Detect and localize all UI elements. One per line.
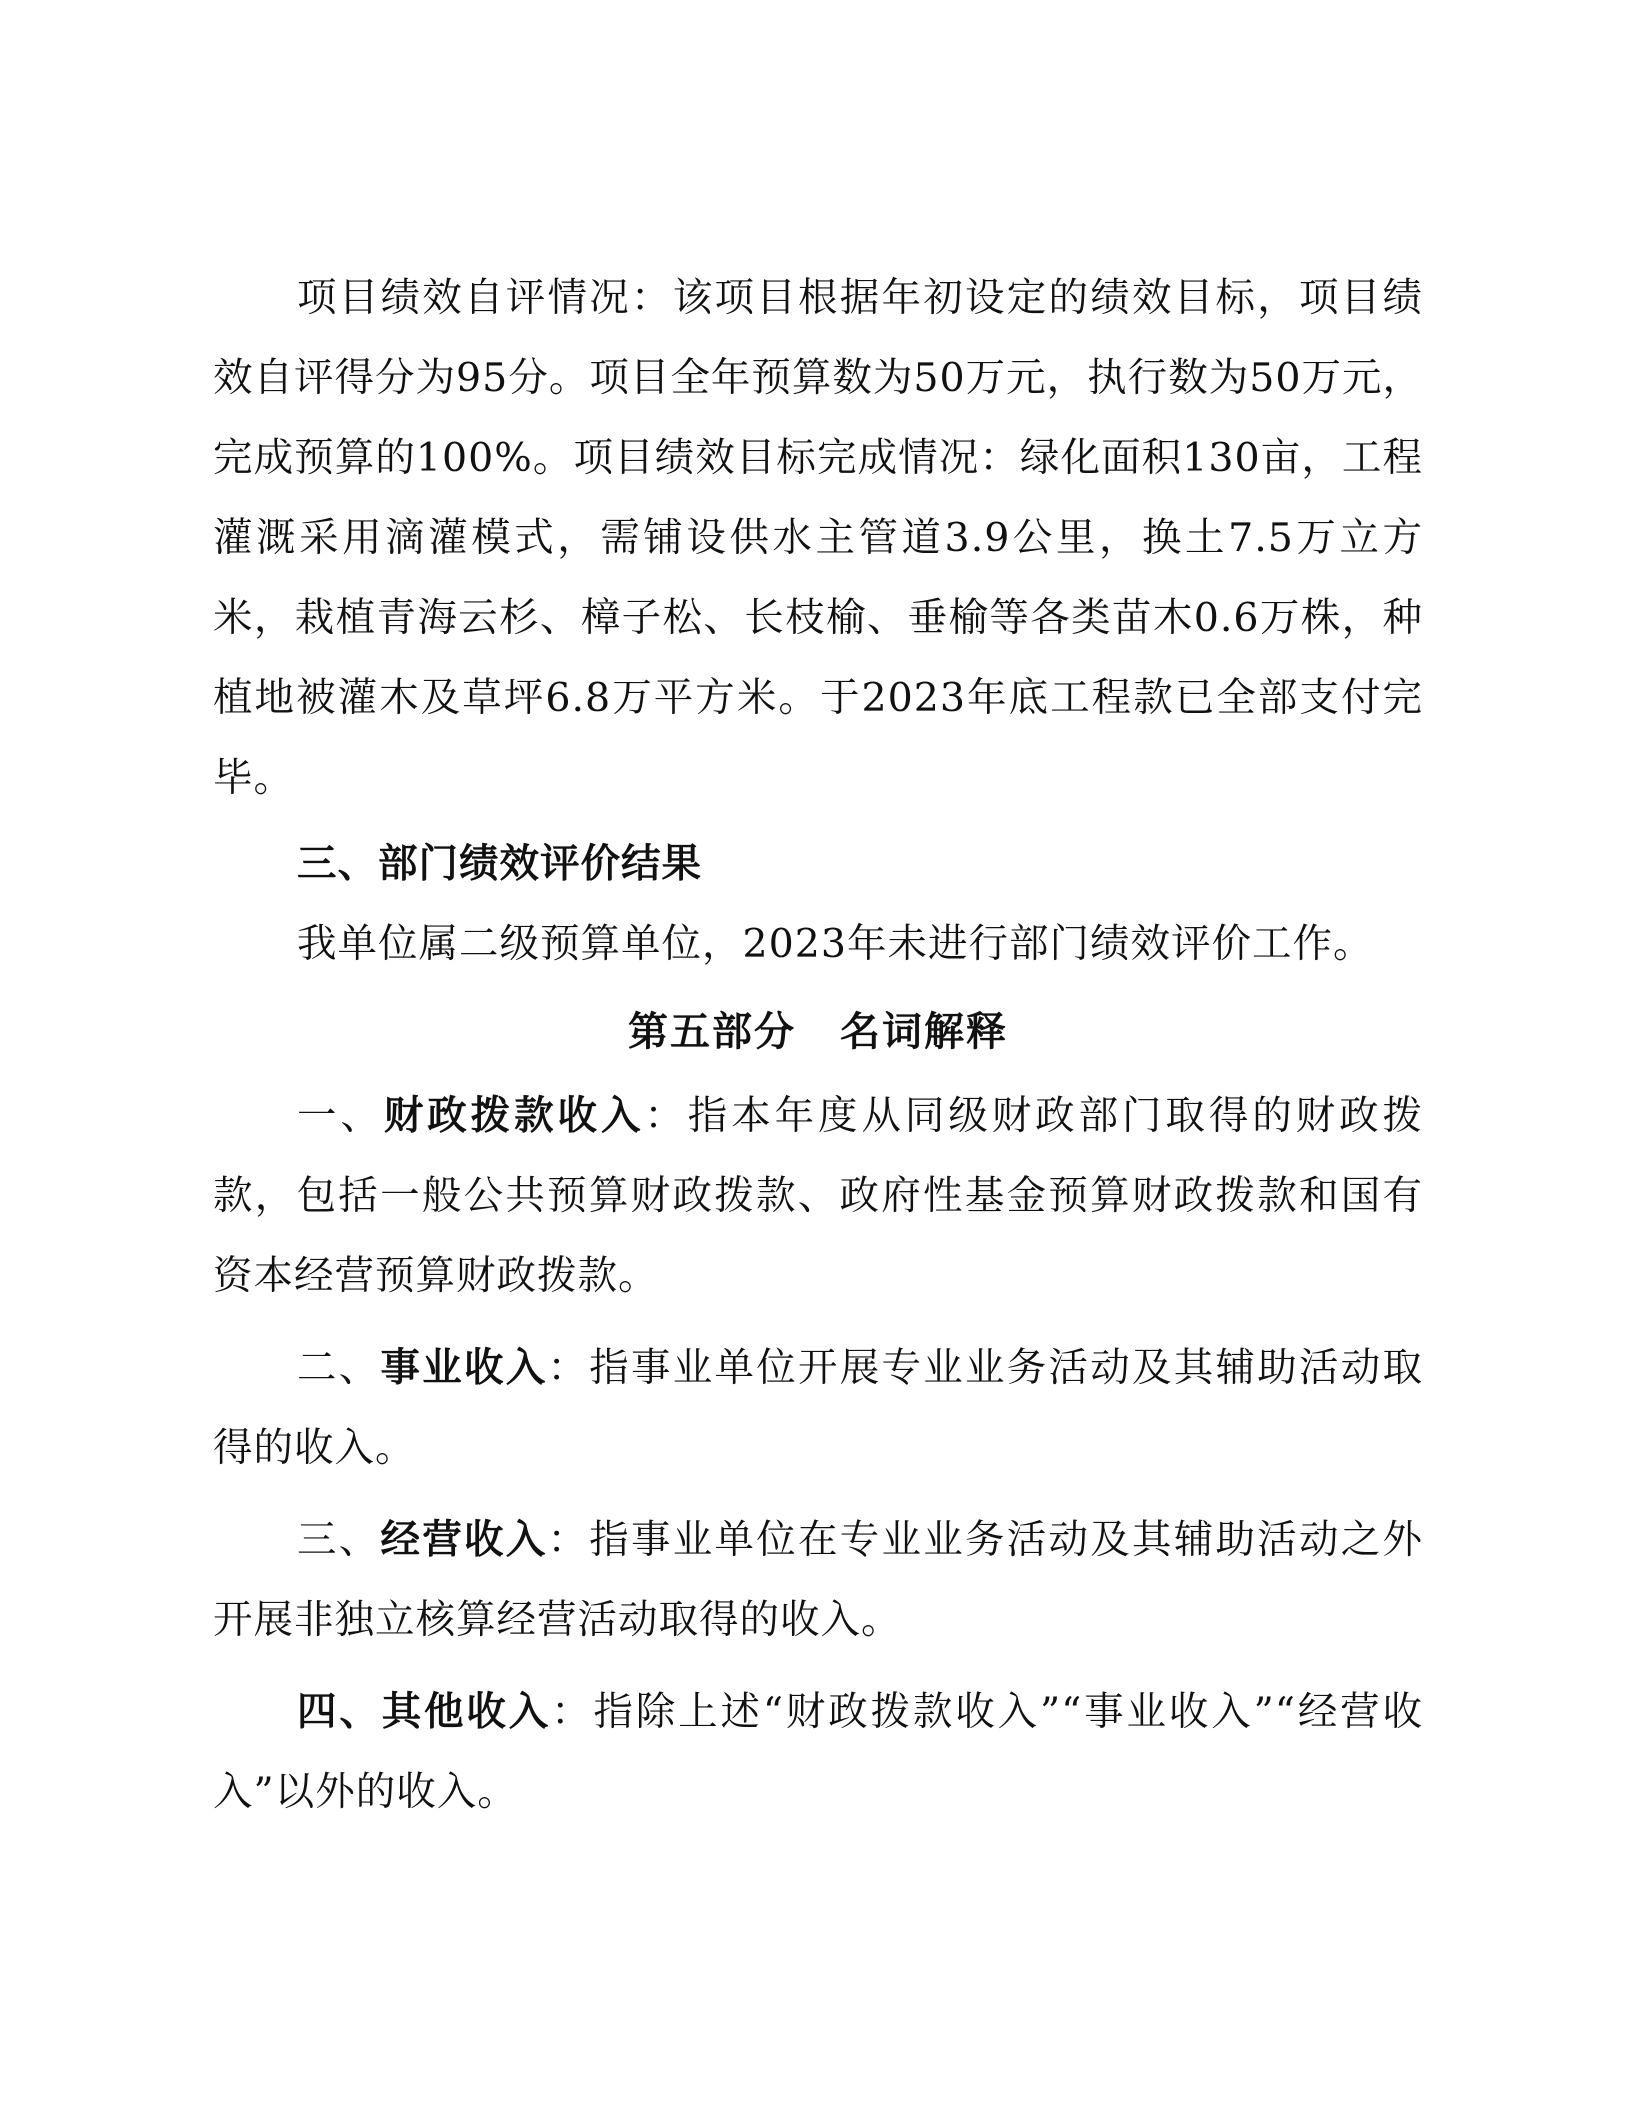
term-prefix: 四、 — [297, 1689, 382, 1735]
term-colon: ： — [551, 1689, 594, 1735]
term-prefix: 三、 — [297, 1517, 381, 1563]
term-prefix: 二、 — [297, 1345, 381, 1391]
term-colon: ： — [644, 1093, 688, 1139]
term-name: 经营收入 — [380, 1517, 548, 1563]
part5-title-right: 名词解释 — [840, 1008, 1008, 1055]
section3-body: 我单位属二级预算单位，2023年未进行部门绩效评价工作。 — [297, 921, 1374, 967]
term-name: 事业收入 — [380, 1345, 548, 1391]
project-self-eval-paragraph: 项目绩效自评情况：该项目根据年初设定的绩效目标，项目绩效自评得分为95分。项目全年预算数为50万元，执行数为50万元，完成预算的100%。项目绩效目标完成情况：绿化面积130亩，工程灌溉采用滴灌模式，需铺设供水主管道3.9公里，换土7.5万立方米，栽植青海云杉、樟子松、长枝榆、垂榆等各类苗木0.6万株，种植地被灌木及草坪6.8万平方米。于2023年底工程款已全部支付完毕。 — [213, 275, 1423, 801]
term-prefix: 一、 — [297, 1093, 384, 1139]
term-name: 其他收入 — [381, 1689, 552, 1735]
term-text: 指事业单位开展专业业务活动及其辅助活动取得的收入。 — [213, 1345, 1423, 1471]
term-colon: ： — [547, 1345, 590, 1391]
term-definition-1 — [213, 1076, 1423, 1316]
term-colon: ： — [547, 1517, 590, 1563]
part5-title-left: 第五部分 — [628, 1008, 796, 1055]
term-definition-4 — [213, 1672, 1423, 1832]
term-name: 财政拨款收入 — [383, 1093, 645, 1139]
term-definition-3 — [213, 1500, 1423, 1660]
part5-title — [213, 992, 1423, 1072]
term-definition-2 — [213, 1328, 1423, 1488]
term-text: 指事业单位在专业业务活动及其辅助活动之外开展非独立核算经营活动取得的收入。 — [213, 1517, 1423, 1643]
term-text: 指除上述“财政拨款收入”“事业收入”“经营收入”以外的收入。 — [213, 1689, 1424, 1815]
term-text: 指本年度从同级财政部门取得的财政拨款，包括一般公共预算财政拨款、政府性基金预算财政拨款和国有资本经营预算财政拨款。 — [213, 1093, 1424, 1299]
section3-heading: 三、部门绩效评价结果 — [297, 841, 702, 887]
document-page — [213, 258, 1423, 1832]
